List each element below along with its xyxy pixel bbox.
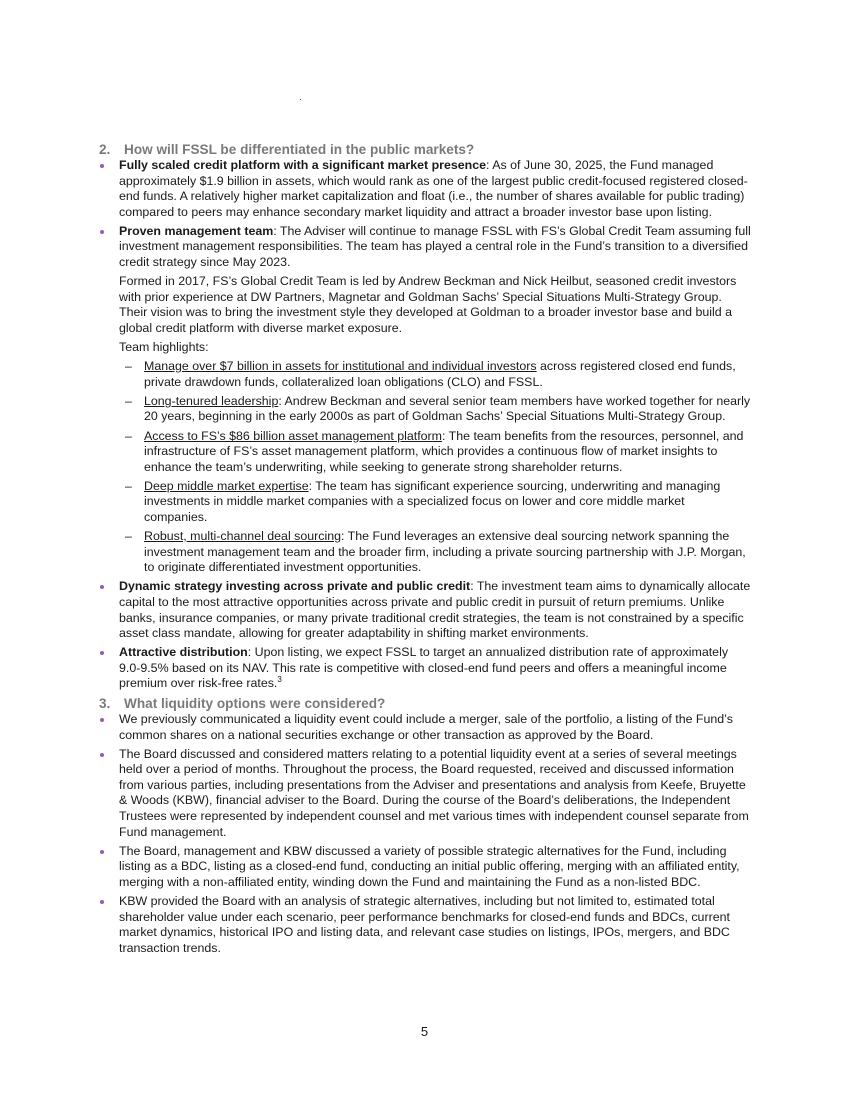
bullet-list	[99, 158, 751, 692]
paragraph: Team highlights:	[119, 340, 209, 355]
list-item: Dynamic strategy investing across private and public credit: The investment team aims to dynamically allocate capital to the most attractive opportunities across private and public credit in pursuit of return premiums. Unlike banks, insurance companies, or many private traditional credit strategies, the team is not constrained by a specific asset class mandate, allowing for greater adaptability in shifting market environments.	[99, 579, 751, 641]
list-item: The Board, management and KBW discussed a variety of possible strategic alternatives for the Fund, including listing as a BDC, listing as a closed-end fund, conducting an initial public offering, merging with an affiliated entity, merging with a non-affiliated entity, winding down the Fund and maintaining the Fund as a non-listed BDC.	[99, 844, 751, 891]
list-item: Attractive distribution: Upon listing, we expect FSSL to target an annualized distribution rate of approximately 9.0-9.5% based on its NAV. This rate is competitive with closed-end fund peers and offers a meaningful income premium over risk-free rates.$^3$	[99, 645, 751, 692]
list-item: – Deep middle market expertise: The team has significant experience sourcing, underwriting and managing investments in middle market companies with a specialized focus on lower and core middle market companies.	[119, 479, 751, 526]
section-heading: 2. How will FSSL be differentiated in the public markets?	[99, 142, 475, 157]
section-heading: 3. What liquidity options were considered?	[99, 696, 386, 711]
footnote-ref: 3	[277, 675, 282, 685]
list-item: Proven management team: The Adviser will continue to manage FSSL with FS’s Global Credit Team assuming full investment management responsibilities. The team has played a central role in the Fund’s transition to a diversified credit strategy since May 2023. Formed in 2017, FS’s Global Credit Team is led by Andrew Beckman and Nick Heilbut, seasoned credit investors with prior experience at DW Partners, Magnetar and Goldman Sachs’ Special Situations Multi-Strategy Group. Their vision was to bring the investment style they developed at Goldman to a broader investor base and build a global credit platform with diverse market exposure. Team highlights: – Manage over $7 billion in assets for institutional and individual investors across registered closed end funds, private drawdown funds, collateralized loan obligations (CLO) and FSSL. – Long-tenured leadership: Andrew Beckman and several senior team members have worked together for nearly 20 years, beginning in the early 2000s as part of Goldman Sachs’ Special Situations Multi-Strategy Group. – Access to FS’s $86 billion asset management platform: The team benefits from the resources, personnel, and infrastructure of FS’s asset management platform, which provides a continuous flow of market insights to enhance the team’s underwriting, while seeking to generate strong shareholder returns. – Deep middle market expertise: The team has significant experience sourcing, underwriting and managing investments in middle market companies with a specialized focus on lower and core middle market companies. – Robust, multi-channel deal sourcing: The Fund leverages an extensive deal sourcing network spanning the investment management team and the broader firm, including a private sourcing partnership with J.P. Morgan, to originate differentiated investment opportunities.	[99, 224, 751, 576]
stray-dot	[300, 99, 301, 100]
highlights-list	[119, 359, 751, 576]
bullet-list	[99, 712, 751, 956]
page-number: 5	[420, 1024, 429, 1039]
list-item: Fully scaled credit platform with a significant market presence: As of June 30, 2025, the Fund managed approximately $1.9 billion in assets, which would rank as one of the largest public credit-focused registered closed-end funds. A relatively higher market capitalization and float (i.e., the number of shares available for public trading) compared to peers may enhance secondary market liquidity and attract a broader investor base upon listing.	[99, 158, 751, 220]
list-item: – Robust, multi-channel deal sourcing: The Fund leverages an extensive deal sourcing network spanning the investment management team and the broader firm, including a private sourcing partnership with J.P. Morgan, to originate differentiated investment opportunities.	[119, 529, 751, 576]
list-item: – Access to FS’s $86 billion asset management platform: The team benefits from the resources, personnel, and infrastructure of FS’s asset management platform, which provides a continuous flow of market insights to enhance the team’s underwriting, while seeking to generate strong shareholder returns.	[119, 429, 751, 476]
document-body	[99, 142, 751, 960]
list-item: – Manage over $7 billion in assets for institutional and individual investors across registered closed end funds, private drawdown funds, collateralized loan obligations (CLO) and FSSL.	[119, 359, 751, 390]
paragraph: Formed in 2017, FS’s Global Credit Team is led by Andrew Beckman and Nick Heilbut, seasoned credit investors with prior experience at DW Partners, Magnetar and Goldman Sachs’ Special Situations Multi-Strategy Group. Their vision was to bring the investment style they developed at Goldman to a broader investor base and build a global credit platform with diverse market exposure.	[119, 274, 737, 335]
list-item: – Long-tenured leadership: Andrew Beckman and several senior team members have worked together for nearly 20 years, beginning in the early 2000s as part of Goldman Sachs’ Special Situations Multi-Strategy Group.	[119, 394, 751, 425]
list-item: We previously communicated a liquidity event could include a merger, sale of the portfolio, a listing of the Fund’s common shares on a national securities exchange or other transaction as approved by the Board.	[99, 712, 751, 743]
list-item: KBW provided the Board with an analysis of strategic alternatives, including but not limited to, estimated total shareholder value under each scenario, peer performance benchmarks for closed-end funds and BDCs, current market dynamics, historical IPO and listing data, and relevant case studies on listings, IPOs, mergers, and BDC transaction trends.	[99, 894, 751, 956]
list-item: The Board discussed and considered matters relating to a potential liquidity event at a series of several meetings held over a period of months. Throughout the process, the Board requested, received and discussed information from various parties, including presentations from the Adviser and presentations and analysis from Keefe, Bruyette & Woods (KBW), financial adviser to the Board. During the course of the Board’s deliberations, the Independent Trustees were represented by independent counsel and met various times with independent counsel separate from Fund management.	[99, 747, 751, 841]
